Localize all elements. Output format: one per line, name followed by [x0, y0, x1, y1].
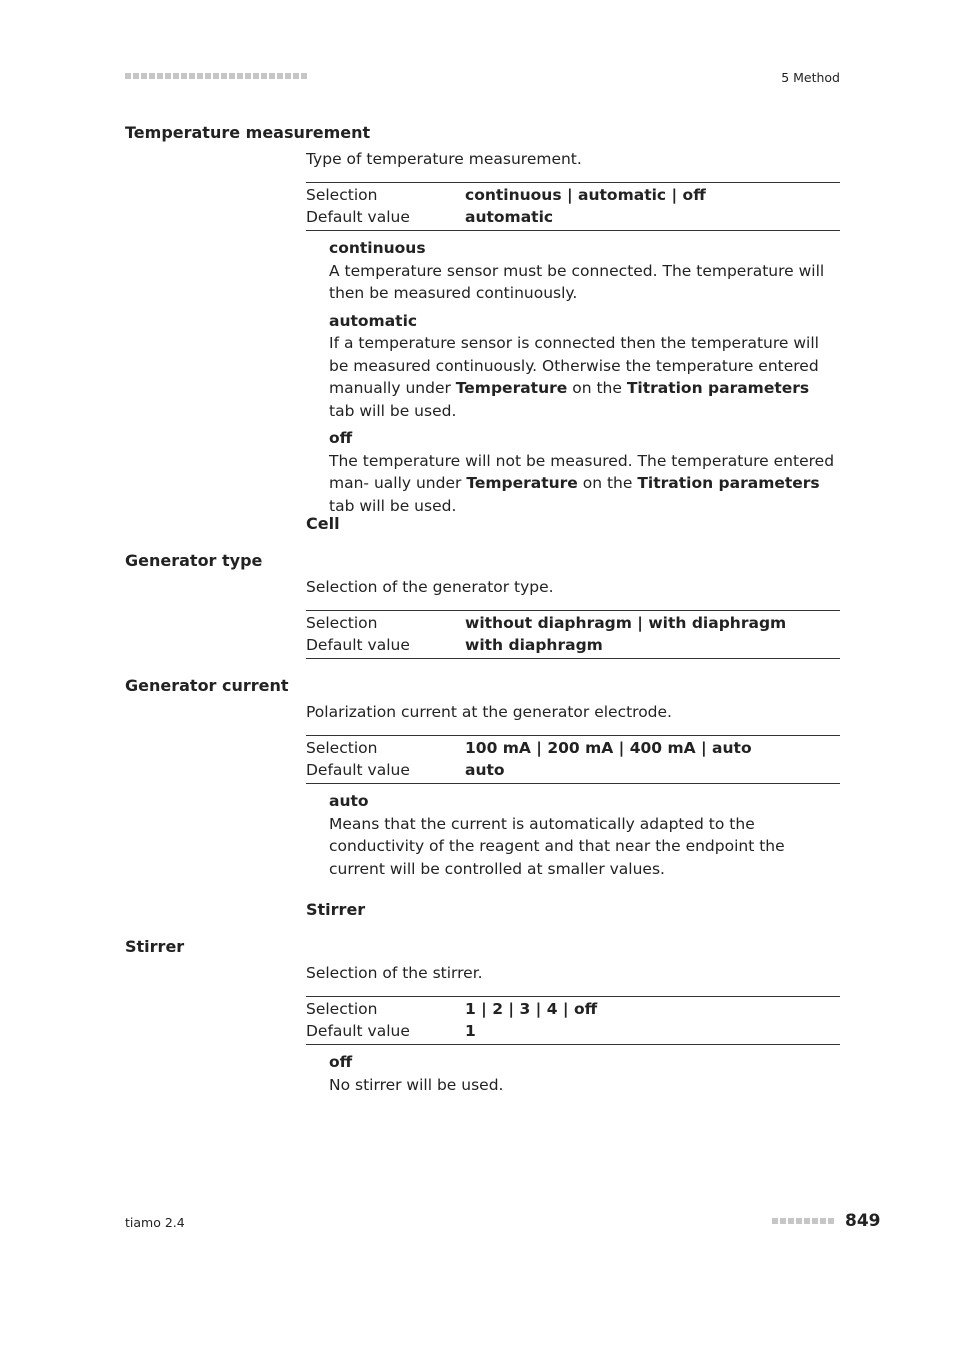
selection-value: 100 mA | 200 mA | 400 mA | auto: [465, 739, 752, 757]
default-label: Default value: [306, 636, 410, 654]
selection-value: without diaphragm | with diaphragm: [465, 614, 787, 632]
section-title-generator-type: Generator type: [125, 551, 263, 570]
section-title-stirrer: Stirrer: [125, 937, 185, 956]
option-text: Means that the current is automatically adapted to the conductivity of the reagent and that near the endpoint the current will be controlled at smaller values.: [329, 814, 785, 878]
section-desc-generator-type: Selection of the generator type.: [306, 578, 554, 596]
param-table-generator-type: [306, 610, 840, 659]
selection-value: 1 | 2 | 3 | 4 | off: [465, 1000, 598, 1018]
section-desc-temperature: Type of temperature measurement.: [306, 150, 582, 168]
option-name: auto: [329, 792, 369, 810]
footer-decoration: [772, 1218, 836, 1224]
selection-label: Selection: [306, 614, 378, 632]
option-text: A temperature sensor must be connected. The temperature will then be measured continuously.: [329, 261, 825, 302]
default-value: 1: [465, 1022, 476, 1040]
option-name: automatic: [329, 311, 418, 330]
default-value: with diaphragm: [465, 636, 603, 654]
header-decoration: [125, 73, 309, 79]
section-title-generator-current: Generator current: [125, 676, 289, 695]
option-list-stirrer: [329, 1051, 839, 1101]
default-value: auto: [465, 761, 505, 779]
selection-label: Selection: [306, 186, 378, 204]
param-table-generator-current: [306, 735, 840, 784]
option-name: off: [329, 429, 353, 447]
option-name: off: [329, 1053, 353, 1071]
section-title-temperature: Temperature measurement: [125, 123, 371, 142]
option-list-generator-current: [329, 790, 839, 885]
subheading-cell: Cell: [306, 514, 340, 533]
default-label: Default value: [306, 1022, 410, 1040]
option-text: No stirrer will be used.: [329, 1075, 504, 1094]
option-list-temperature: [329, 237, 839, 522]
option-text: If a temperature sensor is connected then the temperature will be measured continuously. Otherwise the temperature entered manually under Temperature on the Titration parameters tab will be used.: [329, 334, 819, 420]
option-name: continuous: [329, 239, 426, 257]
selection-value: continuous | automatic | off: [465, 186, 706, 204]
default-label: Default value: [306, 761, 410, 779]
subheading-stirrer: Stirrer: [306, 900, 366, 919]
param-table-temperature: [306, 182, 840, 231]
product-name: tiamo 2.4: [125, 1215, 185, 1230]
default-label: Default value: [306, 208, 410, 226]
selection-label: Selection: [306, 739, 378, 757]
page-number: 849: [845, 1211, 881, 1231]
section-desc-stirrer: Selection of the stirrer.: [306, 964, 483, 982]
option-text: The temperature will not be measured. The temperature entered man- ually under Temperature on the Titration parameters tab will be used.: [329, 451, 835, 515]
section-desc-generator-current: Polarization current at the generator electrode.: [306, 703, 672, 721]
default-value: automatic: [465, 208, 554, 226]
chapter-title: 5 Method: [781, 70, 840, 85]
selection-label: Selection: [306, 1000, 378, 1018]
param-table-stirrer: [306, 996, 840, 1045]
